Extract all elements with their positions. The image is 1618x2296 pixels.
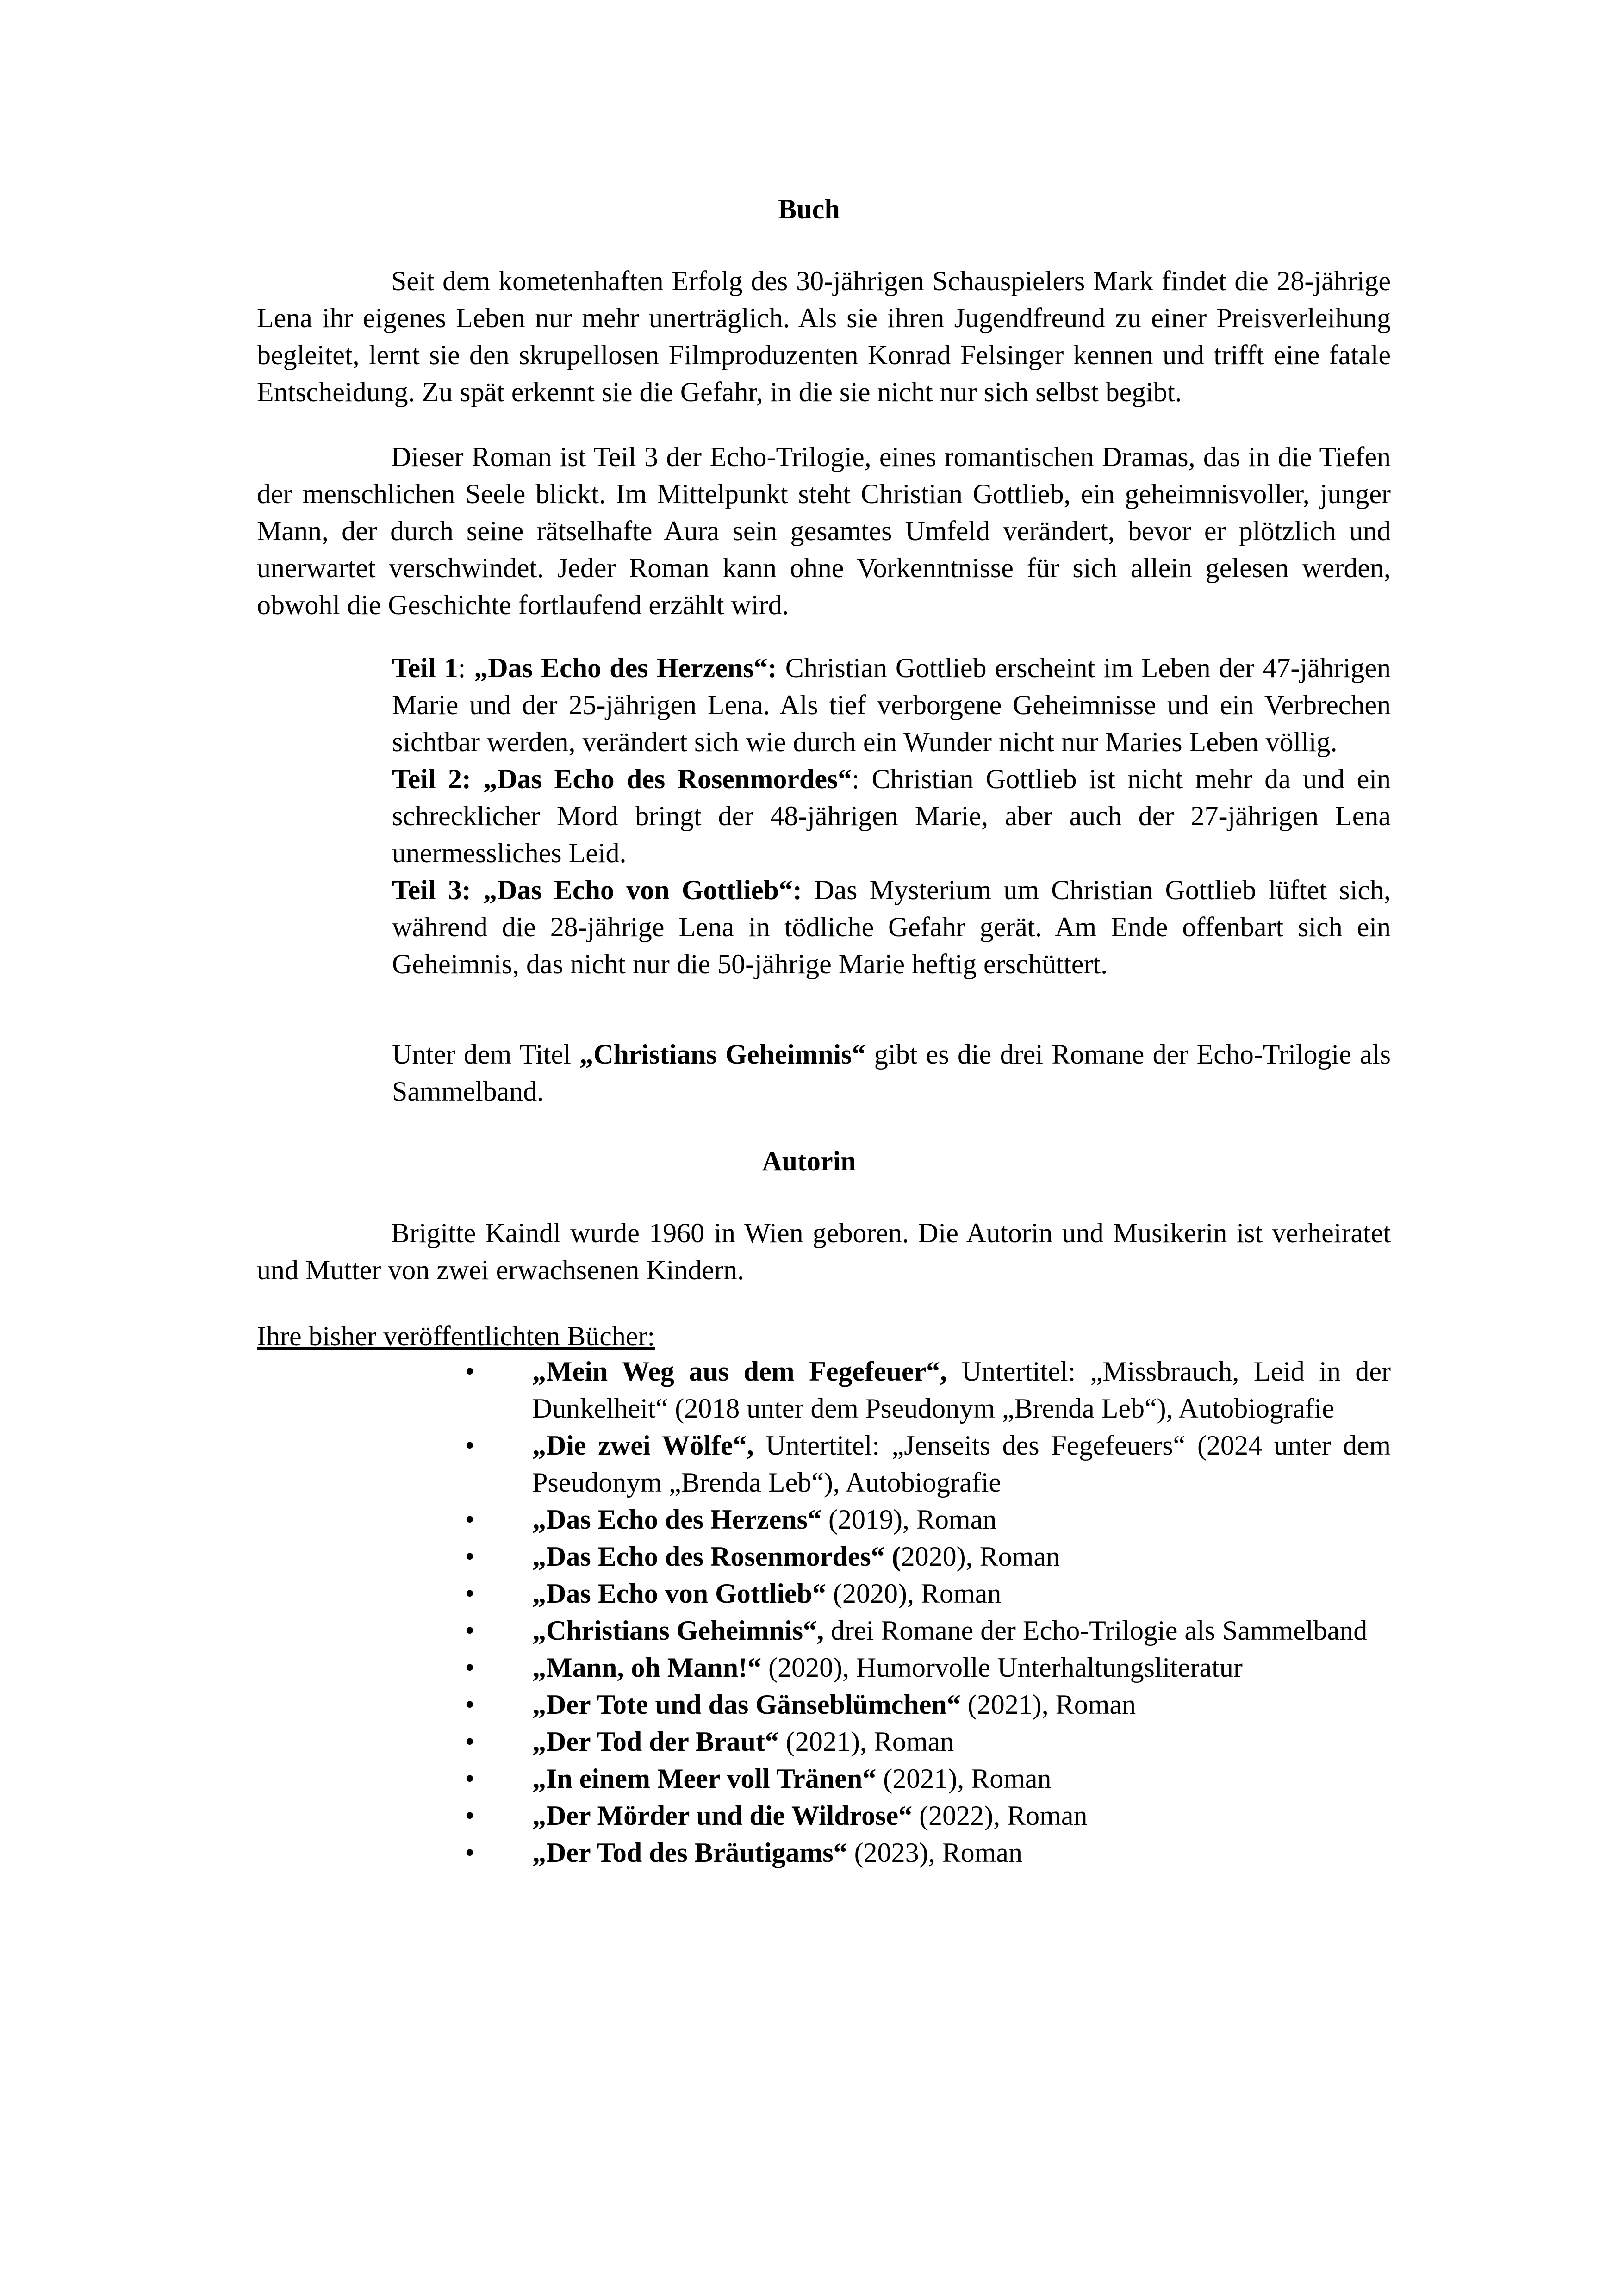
buch-paragraph-1 bbox=[257, 262, 1391, 411]
book-details: Untertitel: „Jenseits des Fegefeuers“ (2024 unter dem Pseudonym „Brenda Leb“), Autobiografie bbox=[532, 1430, 1391, 1498]
bullet-icon: • bbox=[465, 1800, 475, 1831]
part-1-label: Teil 1 bbox=[392, 653, 458, 683]
book-title: „Die zwei Wölfe“, bbox=[532, 1430, 754, 1461]
bullet-icon: • bbox=[465, 1615, 475, 1646]
part-2-title: „Das Echo des Rosenmordes“ bbox=[483, 764, 852, 794]
part-2-sep bbox=[471, 764, 483, 794]
sammelband-paragraph bbox=[392, 1036, 1391, 1110]
book-title: „Das Echo des Herzens“ bbox=[532, 1504, 821, 1535]
bullet-icon: • bbox=[465, 1504, 475, 1535]
bullet-icon: • bbox=[465, 1652, 475, 1683]
book-title: „Der Tod des Bräutigams“ bbox=[532, 1837, 847, 1868]
sammelband-note bbox=[392, 1036, 1391, 1110]
sammelband-title: „Christians Geheimnis“ bbox=[579, 1039, 866, 1070]
bullet-icon: • bbox=[465, 1356, 475, 1387]
list-item bbox=[257, 1834, 1391, 1871]
part-1-title: „Das Echo des Herzens“: bbox=[474, 653, 777, 683]
book-details: (2023), Roman bbox=[847, 1837, 1022, 1868]
book-title: „In einem Meer voll Tränen“ bbox=[532, 1763, 877, 1794]
list-item bbox=[257, 1501, 1391, 1538]
book-title: „Christians Geheimnis“, bbox=[532, 1615, 824, 1646]
book-details: (2021), Roman bbox=[876, 1763, 1052, 1794]
part-1 bbox=[392, 649, 1391, 760]
bullet-icon: • bbox=[465, 1726, 475, 1757]
book-details: (2020), Humorvolle Unterhaltungsliteratur bbox=[761, 1652, 1243, 1683]
autorin-bio-text: Brigitte Kaindl wurde 1960 in Wien geboren. Die Autorin und Musikerin ist verheiratet und Mutter von zwei erwachsenen Kindern. bbox=[257, 1218, 1391, 1285]
bullet-icon: • bbox=[465, 1689, 475, 1720]
part-3-text: Das Mysterium um Christian Gottlieb lüftet sich, während die 28-jährige Lena in tödliche Gefahr gerät. Am Ende offenbart sich ein Geheimnis, das nicht nur die 50-jährige Marie heftig erschüttert. bbox=[392, 875, 1391, 979]
book-title: „Das Echo des Rosenmordes“ ( bbox=[532, 1541, 901, 1572]
part-3-sep bbox=[471, 875, 483, 905]
book-title: „Mein Weg aus dem Fegefeuer“, bbox=[532, 1356, 947, 1387]
books-list-heading-text: Ihre bisher veröffentlichten Bücher: bbox=[257, 1321, 655, 1351]
book-details: (2020), Roman bbox=[826, 1578, 1002, 1609]
list-item bbox=[257, 1649, 1391, 1686]
bullet-icon: • bbox=[465, 1430, 475, 1461]
list-item bbox=[257, 1538, 1391, 1575]
buch-paragraph-2 bbox=[257, 438, 1391, 623]
part-2-text: : Christian Gottlieb ist nicht mehr da und ein schrecklicher Mord bringt der 48-jährigen Marie, aber auch der 27-jährigen Lena unermessliches Leid. bbox=[392, 764, 1391, 868]
buch-heading: Buch bbox=[778, 194, 840, 224]
book-details: Untertitel: „Missbrauch, Leid in der Dunkelheit“ (2018 unter dem Pseudonym „Brenda Leb“), Autobiografie bbox=[532, 1356, 1391, 1424]
bullet-icon: • bbox=[465, 1541, 475, 1572]
book-title: „Der Mörder und die Wildrose“ bbox=[532, 1800, 913, 1831]
list-item bbox=[257, 1723, 1391, 1760]
list-item bbox=[257, 1797, 1391, 1834]
books-list-heading bbox=[257, 1318, 1391, 1355]
buch-paragraph-1-text: Seit dem kometenhaften Erfolg des 30-jährigen Schauspielers Mark findet die 28-jährige Lena ihr eigenes Leben nur mehr unerträglich. Als sie ihren Jugendfreund zu einer Preisverleihung begleitet, lernt sie den skrupellosen Filmproduzenten Konrad Felsinger kennen und trifft eine fatale Entscheidung. Zu spät erkennt sie die Gefahr, in die sie nicht nur sich selbst begibt. bbox=[257, 266, 1391, 407]
list-item bbox=[257, 1686, 1391, 1723]
list-item bbox=[257, 1427, 1391, 1501]
part-3-title: „Das Echo von Gottlieb“: bbox=[483, 875, 802, 905]
book-details: (2019), Roman bbox=[821, 1504, 997, 1535]
bullet-icon: • bbox=[465, 1837, 475, 1868]
autorin-heading: Autorin bbox=[762, 1146, 856, 1176]
book-details: (2021), Roman bbox=[960, 1689, 1136, 1720]
autorin-bio bbox=[257, 1214, 1391, 1288]
list-item bbox=[257, 1760, 1391, 1797]
list-item bbox=[257, 1575, 1391, 1612]
part-2-label: Teil 2: bbox=[392, 764, 471, 794]
buch-paragraph-2-text: Dieser Roman ist Teil 3 der Echo-Trilogie, eines romantischen Dramas, das in die Tiefen der menschlichen Seele blickt. Im Mittelpunkt steht Christian Gottlieb, ein geheimnisvoller, junger Mann, der durch seine rätselhafte Aura sein gesamtes Umfeld verändert, bevor er plötzlich und unerwartet verschwindet. Jeder Roman kann ohne Vorkenntnisse für sich allein gelesen werden, obwohl die Geschichte fortlaufend erzählt wird. bbox=[257, 442, 1391, 620]
book-title: „Das Echo von Gottlieb“ bbox=[532, 1578, 827, 1609]
book-details: 2020), Roman bbox=[901, 1541, 1060, 1572]
part-3-label: Teil 3: bbox=[392, 875, 471, 905]
bullet-icon: • bbox=[465, 1578, 475, 1609]
book-title: „Mann, oh Mann!“ bbox=[532, 1652, 762, 1683]
part-1-text: Christian Gottlieb erscheint im Leben der 47-jährigen Marie und der 25-jährigen Lena. Als tief verborgene Geheimnisse und ein Verbrechen sichtbar werden, verändert sich wie durch ein Wunder nicht nur Maries Leben völlig. bbox=[392, 653, 1391, 757]
part-3 bbox=[392, 871, 1391, 983]
sammelband-pre: Unter dem Titel bbox=[392, 1039, 580, 1070]
book-title: „Der Tote und das Gänseblümchen“ bbox=[532, 1689, 961, 1720]
books-list bbox=[257, 1353, 1391, 1871]
book-details: drei Romane der Echo-Trilogie als Sammelband bbox=[824, 1615, 1368, 1646]
book-details: (2021), Roman bbox=[778, 1726, 954, 1757]
book-title: „Der Tod der Braut“ bbox=[532, 1726, 779, 1757]
part-2 bbox=[392, 760, 1391, 871]
part-1-sep: : bbox=[458, 653, 474, 683]
list-item bbox=[257, 1612, 1391, 1649]
trilogy-parts bbox=[392, 649, 1391, 983]
sammelband-post: gibt es die drei Romane der Echo-Trilogie als Sammelband. bbox=[392, 1039, 1391, 1107]
bullet-icon: • bbox=[465, 1763, 475, 1794]
book-details: (2022), Roman bbox=[912, 1800, 1088, 1831]
list-item bbox=[257, 1353, 1391, 1427]
